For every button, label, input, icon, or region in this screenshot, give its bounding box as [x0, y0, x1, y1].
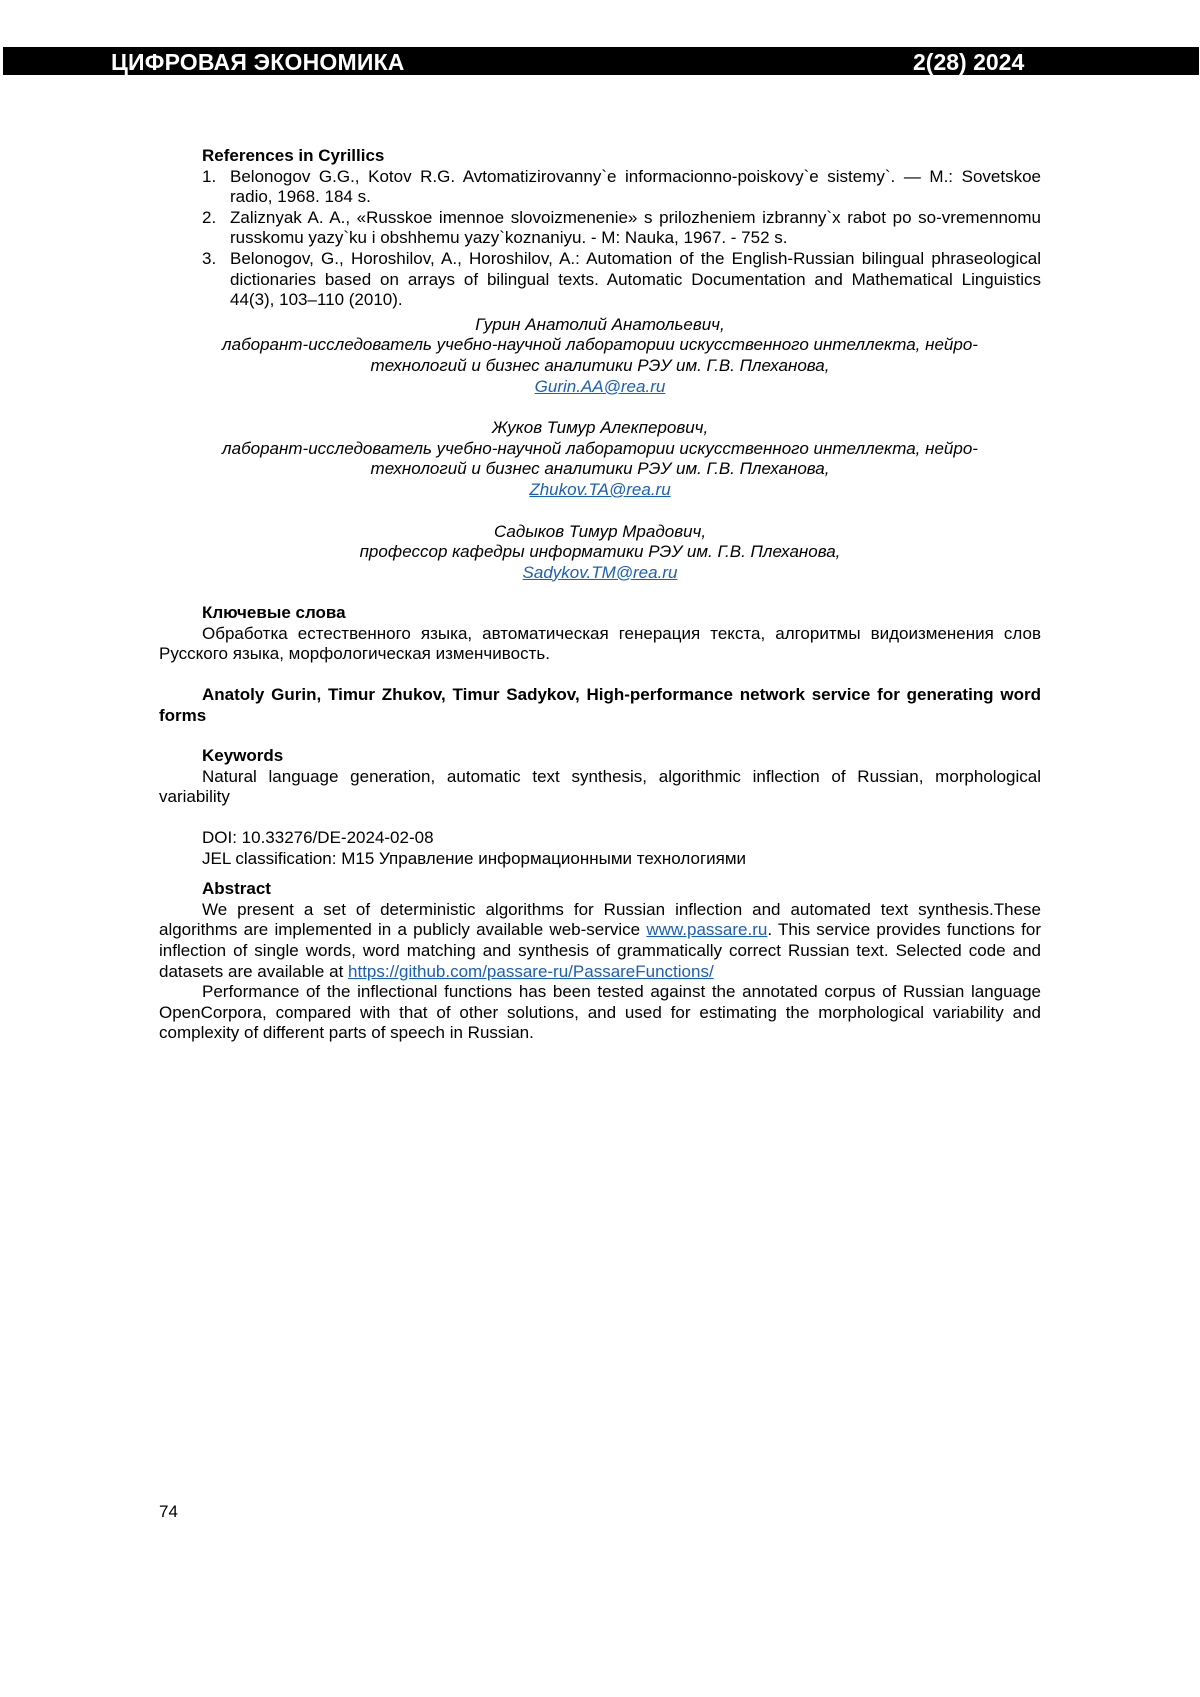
reference-number: 3.	[202, 248, 217, 268]
journal-title: ЦИФРОВАЯ ЭКОНОМИКА	[111, 49, 405, 75]
author-email-link[interactable]: Zhukov.TA@rea.ru	[529, 479, 671, 499]
reference-text: Zaliznyak A. A., «Russkoe imennoe slovoizmenenie» s prilozheniem izbranny`x rabot po so-vremennomu russkomu yazy`ku i obshhemu yazy`koznaniyu. - M: Nauka, 1967. - 752 s.	[230, 207, 1041, 248]
abstract-text: . This service provides functions for inflection of single words, word matching and synthesis of grammatically correct Russian text. Selected code and datasets are available at	[159, 920, 1041, 981]
abstract-paragraph-2: Performance of the inflectional functions has been tested against the annotated corpus of Russian language OpenCorpora, compared with that of other solutions, and used for estimating the morphological variability and complexity of different parts of speech in Russian.	[159, 982, 1041, 1043]
keywords-en-heading: Keywords	[202, 746, 284, 766]
page-number: 74	[159, 1502, 178, 1521]
reference-item	[159, 208, 1041, 249]
abstract-paragraph-1	[159, 900, 1041, 982]
keywords-ru-heading: Ключевые слова	[202, 603, 346, 623]
author-block-gurin	[159, 315, 1041, 397]
author-email-link[interactable]: Gurin.AA@rea.ru	[534, 376, 666, 396]
jel-classification: JEL classification: M15 Управление информационными технологиями	[202, 848, 747, 868]
author-position: технологий и бизнес аналитики РЭУ им. Г.В. Плеханова,	[370, 459, 830, 479]
passare-link[interactable]: www.passare.ru	[646, 920, 768, 940]
reference-text: Belonogov, G., Horoshilov, A., Horoshilov, A.: Automation of the English-Russian bilingual phraseological dictionaries based on arrays of bilingual texts. Automatic Documentation and Mathematical Linguistics 44(3), 103–110 (2010).	[230, 248, 1041, 310]
author-position: профессор кафедры информатики РЭУ им. Г.В. Плеханова,	[359, 542, 841, 562]
keywords-ru-text: Обработка естественного языка, автоматическая генерация текста, алгоритмы видоизменения слов Русского языка, морфологическая изменчивость.	[159, 623, 1041, 664]
reference-text: Belonogov G.G., Kotov R.G. Avtomatizirovanny`e informacionno-poiskovy`e sistemy`. — M.: Sovetskoe radio, 1968. 184 s.	[230, 166, 1041, 207]
reference-number: 2.	[202, 207, 217, 227]
author-email-link[interactable]: Sadykov.TM@rea.ru	[522, 562, 678, 582]
english-title: Anatoly Gurin, Timur Zhukov, Timur Sadykov, High-performance network service for generating word forms	[159, 685, 1041, 725]
abstract-text: We present a set of deterministic algorithms for Russian inflection and automated text synthesis.These algorithms are implemented in a publicly available web-service	[159, 899, 1041, 940]
reference-number: 1.	[202, 166, 217, 186]
author-block-sadykov	[159, 522, 1041, 584]
author-position: технологий и бизнес аналитики РЭУ им. Г.В. Плеханова,	[370, 355, 830, 375]
keywords-en-text: Natural language generation, automatic text synthesis, algorithmic inflection of Russian, morphological variability	[159, 766, 1041, 807]
abstract-heading: Abstract	[202, 879, 271, 899]
doi-line: DOI: 10.33276/DE-2024-02-08	[202, 828, 434, 848]
journal-header-bar	[3, 47, 1199, 75]
author-position: лаборант-исследователь учебно-научной лаборатории искусственного интеллекта, нейро-	[222, 335, 978, 355]
author-name: Садыков Тимур Мрадович,	[493, 521, 707, 541]
author-name: Гурин Анатолий Анатольевич,	[475, 314, 725, 334]
references-heading: References in Cyrillics	[202, 146, 385, 165]
reference-item	[159, 249, 1041, 311]
journal-issue: 2(28) 2024	[913, 49, 1025, 75]
reference-item	[159, 167, 1041, 208]
github-link[interactable]: https://github.com/passare-ru/PassareFunctions/	[348, 961, 714, 981]
author-name: Жуков Тимур Алекперович,	[491, 418, 709, 438]
author-position: лаборант-исследователь учебно-научной лаборатории искусственного интеллекта, нейро-	[222, 438, 978, 458]
references-list	[159, 167, 1041, 311]
page-content	[159, 146, 1041, 1044]
author-block-zhukov	[159, 418, 1041, 500]
